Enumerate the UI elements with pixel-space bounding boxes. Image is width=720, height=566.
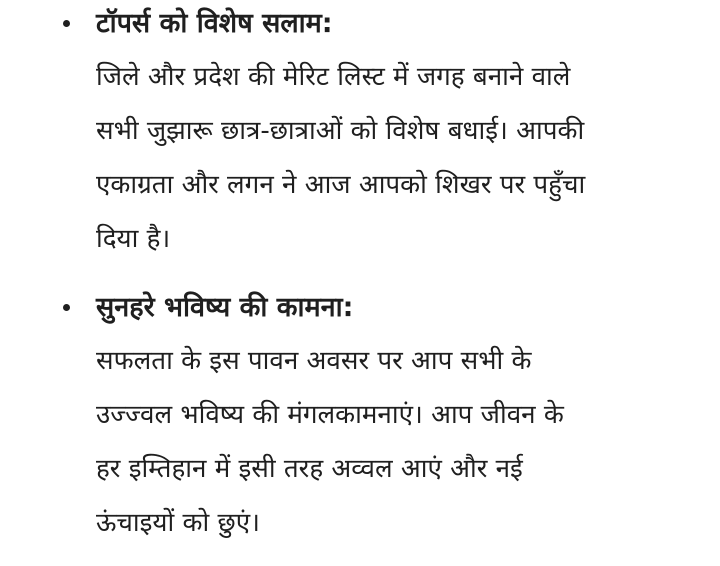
body-line: दिया है। — [96, 224, 171, 254]
body-line: उज्ज्वल भविष्य की मंगलकामनाएं। आप जीवन के — [96, 400, 564, 430]
item-heading: सुनहरे भविष्य की कामना: — [96, 292, 354, 323]
list-item-future-wishes — [0, 288, 720, 550]
body-line: सभी जुझारू छात्र-छात्राओं को विशेष बधाई। आपकी — [96, 116, 585, 146]
item-heading: टॉपर्स को विशेष सलाम: — [96, 8, 333, 39]
bullet-icon — [63, 304, 70, 311]
item-body — [96, 50, 700, 266]
body-line: हर इम्तिहान में इसी तरह अव्वल आएं और नई — [96, 454, 523, 484]
body-line: ऊंचाइयों को छुएं। — [96, 508, 260, 538]
list-item-toppers — [0, 4, 720, 266]
body-line: सफलता के इस पावन अवसर पर आप सभी के — [96, 346, 532, 376]
item-body — [96, 334, 700, 550]
body-line: जिले और प्रदेश की मेरिट लिस्ट में जगह बनाने वाले — [96, 62, 571, 92]
bullet-icon — [63, 20, 70, 27]
body-line: एकाग्रता और लगन ने आज आपको शिखर पर पहुँचा — [96, 170, 586, 200]
